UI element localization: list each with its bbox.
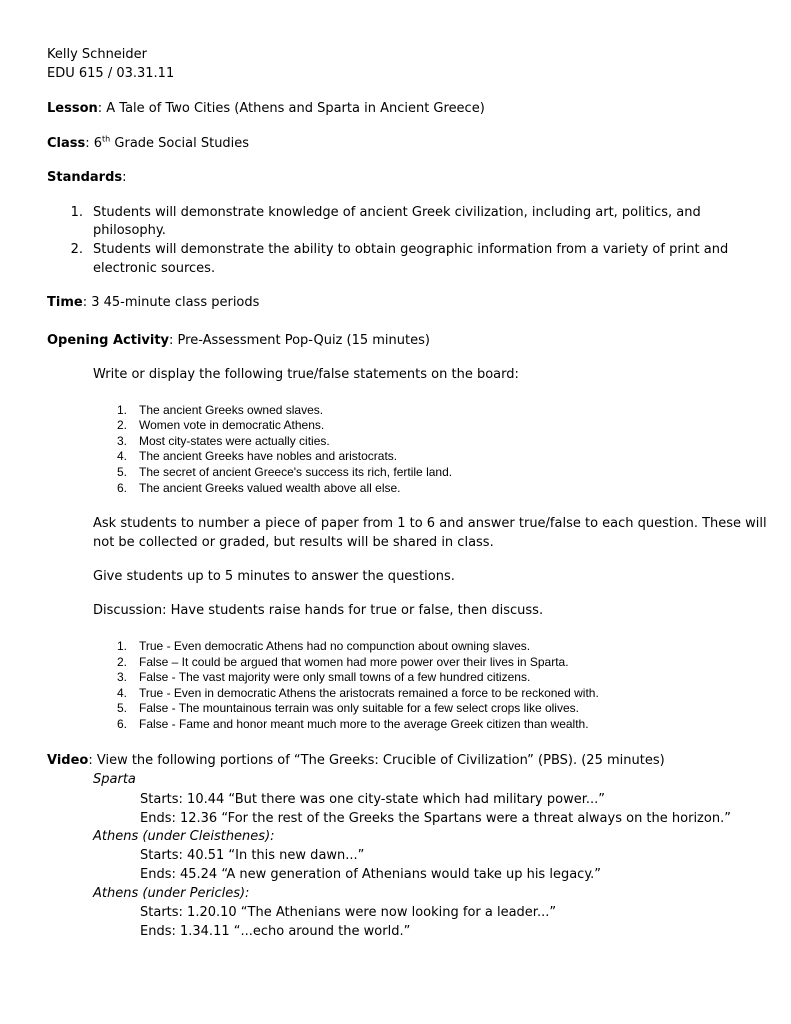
- statement-text: The ancient Greeks valued wealth above all else.: [139, 481, 401, 495]
- video-label: Video: [47, 753, 89, 768]
- segment-ends: Ends: 45.24 “A new generation of Athenians would take up his legacy.”: [140, 867, 602, 882]
- statement-number: 3.: [116, 434, 127, 448]
- ask-line-cont: not be collected or graded, but results will be shared in class.: [93, 535, 494, 550]
- class-line: [47, 135, 249, 153]
- discussion-line: Discussion: Have students raise hands for true or false, then discuss.: [93, 603, 544, 618]
- standard-text: Students will demonstrate knowledge of ancient Greek civilization, including art, politics, and: [93, 205, 701, 220]
- statement-number: 2.: [116, 418, 127, 432]
- video-line: [47, 752, 665, 770]
- standard-text-cont: philosophy.: [93, 223, 166, 238]
- author-name: Kelly Schneider: [47, 47, 148, 62]
- answer-text: False - The mountainous terrain was only suitable for a few select crops like olives.: [139, 701, 579, 715]
- time-label: Time: [47, 295, 83, 310]
- standard-number: 2.: [70, 242, 83, 257]
- answer-number: 3.: [116, 670, 127, 684]
- answer-number: 4.: [116, 686, 127, 700]
- class-sup: th: [102, 134, 111, 144]
- ask-line: Ask students to number a piece of paper from 1 to 6 and answer true/false to each question. These will: [93, 516, 767, 531]
- standards-label: Standards: [47, 170, 123, 185]
- statement-text: The secret of ancient Greece's success its rich, fertile land.: [139, 465, 453, 479]
- lesson-label: Lesson: [47, 101, 98, 116]
- answer-text: True - Even in democratic Athens the aristocrats remained a force to be reckoned with.: [139, 686, 599, 700]
- lesson-line: [47, 100, 485, 118]
- segment-title: Sparta: [93, 772, 136, 787]
- statement-text: Most city-states were actually cities.: [139, 434, 330, 448]
- standards-colon: :: [122, 170, 127, 185]
- statement-text: The ancient Greeks owned slaves.: [139, 403, 324, 417]
- lesson-value: : A Tale of Two Cities (Athens and Sparta in Ancient Greece): [97, 101, 485, 116]
- answer-number: 6.: [116, 717, 127, 731]
- answer-text: False - Fame and honor meant much more to the average Greek citizen than wealth.: [139, 717, 589, 731]
- statement-text: Women vote in democratic Athens.: [139, 418, 325, 432]
- standards-heading: [47, 169, 127, 187]
- opening-label: Opening Activity: [47, 333, 170, 348]
- answer-number: 1.: [116, 639, 127, 653]
- answer-text: False - The vast majority were only small towns of a few hundred citizens.: [139, 670, 531, 684]
- opening-instruction: Write or display the following true/false statements on the board:: [93, 367, 519, 382]
- segment-title: Athens (under Pericles):: [93, 886, 250, 901]
- class-suffix: Grade Social Studies: [110, 136, 250, 151]
- time-value: : 3 45-minute class periods: [82, 295, 260, 310]
- statement-text: The ancient Greeks have nobles and aristocrats.: [139, 449, 398, 463]
- statement-number: 1.: [116, 403, 127, 417]
- opening-value: : Pre-Assessment Pop-Quiz (15 minutes): [169, 333, 430, 348]
- answer-number: 2.: [116, 655, 127, 669]
- statement-number: 4.: [116, 449, 127, 463]
- standard-text-cont: electronic sources.: [93, 261, 216, 276]
- standard-number: 1.: [70, 205, 83, 220]
- segment-starts: Starts: 1.20.10 “The Athenians were now looking for a leader...”: [140, 905, 557, 920]
- standard-text: Students will demonstrate the ability to obtain geographic information from a variety of print and: [93, 242, 729, 257]
- statement-number: 5.: [116, 465, 127, 479]
- segment-title: Athens (under Cleisthenes):: [93, 829, 275, 844]
- course-date: EDU 615 / 03.31.11: [47, 66, 175, 81]
- give-time-line: Give students up to 5 minutes to answer the questions.: [93, 569, 455, 584]
- video-value: : View the following portions of “The Greeks: Crucible of Civilization” (PBS). (25 minutes): [88, 753, 665, 768]
- opening-line: [47, 332, 430, 350]
- class-label: Class: [47, 136, 86, 151]
- segment-starts: Starts: 10.44 “But there was one city-state which had military power...”: [140, 792, 605, 807]
- time-line: [47, 294, 259, 312]
- class-prefix: : 6: [85, 136, 103, 151]
- segment-starts: Starts: 40.51 “In this new dawn...”: [140, 848, 365, 863]
- segment-ends: Ends: 1.34.11 “...echo around the world.”: [140, 924, 411, 939]
- answer-number: 5.: [116, 701, 127, 715]
- statement-number: 6.: [116, 481, 127, 495]
- answer-text: True - Even democratic Athens had no compunction about owning slaves.: [139, 639, 531, 653]
- answer-text: False – It could be argued that women had more power over their lives in Sparta.: [139, 655, 569, 669]
- segment-ends: Ends: 12.36 “For the rest of the Greeks the Spartans were a threat always on the horizon.”: [140, 811, 731, 826]
